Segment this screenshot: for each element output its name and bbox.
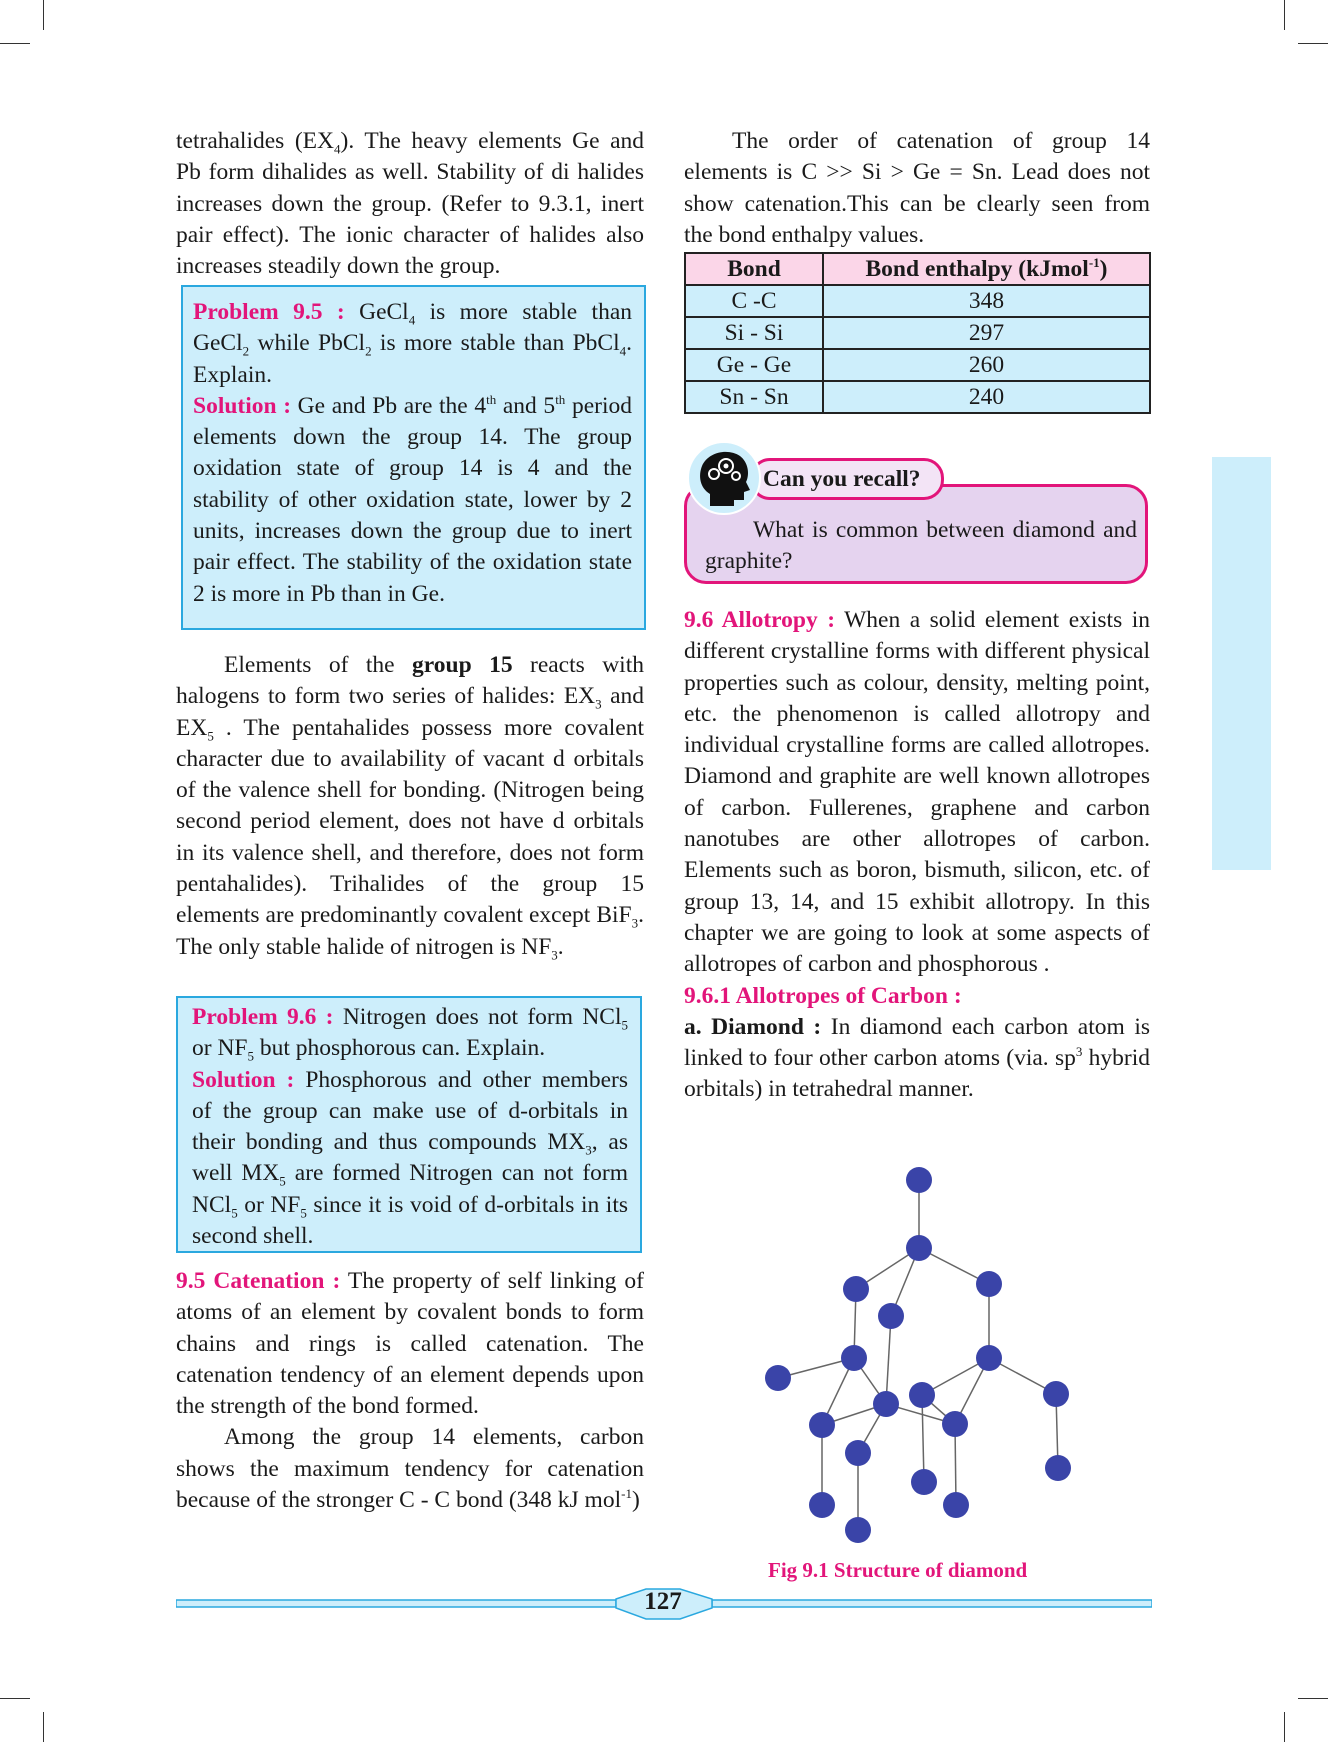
left-paragraph-2 <box>176 650 644 963</box>
text: hybrid orbitals) in tetrahedral manner. <box>684 1045 1150 1103</box>
cell-value: 297 <box>823 317 1150 349</box>
right-paragraph-2 <box>684 605 1150 1106</box>
subscript: 3 <box>585 1142 592 1158</box>
table-row <box>685 317 1150 349</box>
crop-mark <box>43 0 44 30</box>
text: ) <box>631 1487 640 1514</box>
header-enthalpy <box>823 253 1150 285</box>
crop-mark <box>1298 1698 1328 1699</box>
subscript: 3 <box>631 916 639 932</box>
carbon-atom <box>873 1391 899 1417</box>
carbon-atom <box>976 1271 1002 1297</box>
page-number: 127 <box>644 1588 682 1615</box>
carbon-atom <box>843 1276 869 1302</box>
text: What is common between diamond and graphite? <box>705 517 1137 575</box>
text: In diamond each carbon atom is linked to four other carbon atoms (via. sp <box>684 1013 1150 1072</box>
subscript: 4 <box>408 312 416 328</box>
atoms <box>765 1167 1071 1543</box>
recall-title <box>750 458 944 500</box>
carbon-atom <box>906 1235 932 1261</box>
superscript: -1 <box>1088 254 1100 270</box>
text: . The only stable halide of nitrogen is NF <box>176 902 644 960</box>
carbon-atom <box>911 1469 937 1495</box>
text: since it is void of d-orbitals in its second shell. <box>192 1191 628 1250</box>
right-paragraph-1 <box>684 126 1150 251</box>
text: or NF <box>192 1035 248 1062</box>
cell-value: 348 <box>823 285 1150 317</box>
superscript: -1 <box>621 1486 632 1502</box>
text: The property of self linking of atoms of an element by covalent bonds to form chains and rings is called catenation. The catenation tendency of an element depends upon the strength of the bond formed. <box>176 1268 644 1420</box>
text: , as well MX <box>192 1129 629 1187</box>
bold-text: group 15 <box>412 652 513 678</box>
text: reacts with halogens to form two series of halides: EX <box>176 652 644 710</box>
carbon-atom <box>909 1382 935 1408</box>
superscript: th <box>486 392 497 408</box>
crop-mark <box>1284 0 1285 30</box>
subscript: 2 <box>365 343 372 359</box>
header-bond: Bond <box>685 253 823 285</box>
subscript: 3 <box>551 947 558 963</box>
table-header-row <box>685 253 1150 285</box>
text: tetrahalides (EX <box>176 128 335 154</box>
text: and 5 <box>496 392 556 419</box>
crop-mark <box>43 1712 44 1742</box>
carbon-atom <box>845 1440 871 1466</box>
solution-label: Solution : <box>192 1066 295 1093</box>
diamond-structure-figure <box>740 1150 1100 1550</box>
crop-mark <box>0 43 30 44</box>
cell-bond: Ge - Ge <box>685 349 823 381</box>
carbon-atom <box>1043 1381 1069 1407</box>
text: Ge and Pb are the 4 <box>291 392 487 419</box>
text: When a solid element exists in different crystalline forms with different physical properties such as colour, density, melting point, etc. the phenomenon is called allotropy and individual crystalline forms are called allotropes. Diamond and graphite are well known allotropes of carbon. Fullerenes, graphene and carbon nanotubes are other allotropes of carbon. Elements such as boron, bismuth, silicon, etc. of group 13, 14, and 15 exhibit allotropy. In this chapter we are going to look at some aspects of allotropes of carbon and phosphorous . <box>684 607 1150 978</box>
bond-enthalpy-table <box>684 252 1151 414</box>
crop-mark <box>1298 43 1328 44</box>
carbon-atom <box>943 1492 969 1518</box>
subscript: 2 <box>242 343 250 359</box>
text: Phosphorous and other members of the group can make use of d-orbitals in their bonding and thus compounds MX <box>192 1066 628 1156</box>
carbon-atom <box>976 1345 1002 1371</box>
subscript: 5 <box>279 1174 286 1190</box>
text: Can you recall? <box>763 466 921 492</box>
problem-label: Problem 9.5 : <box>193 299 345 325</box>
carbon-atom <box>1045 1455 1071 1481</box>
subscript: 4 <box>619 343 627 359</box>
left-paragraph-1 <box>176 126 644 282</box>
section-heading: 9.5 Catenation : <box>176 1268 341 1294</box>
problem-label: Problem 9.6 : <box>192 1004 334 1030</box>
subscript: 5 <box>231 1205 238 1221</box>
text: . Explain. <box>193 330 632 388</box>
carbon-atom <box>845 1517 871 1543</box>
text: is more stable than GeCl <box>193 299 632 357</box>
table-row <box>685 285 1150 317</box>
superscript: th <box>555 392 566 408</box>
carbon-atom <box>942 1411 968 1437</box>
text: or NF <box>237 1191 301 1218</box>
problem-9-5-box <box>181 285 646 630</box>
carbon-atom <box>809 1492 835 1518</box>
carbon-atom <box>809 1412 835 1438</box>
bold-label: a. Diamond : <box>684 1013 822 1040</box>
text: while PbCl <box>249 330 366 357</box>
subscript: 3 <box>595 696 602 712</box>
carbon-atom <box>906 1167 932 1193</box>
cell-bond: Si - Si <box>685 317 823 349</box>
crop-mark <box>1284 1712 1285 1742</box>
table-row <box>685 381 1150 413</box>
recall-text <box>705 515 1137 578</box>
cell-value: 260 <box>823 349 1150 381</box>
text: are formed Nitrogen can not form NCl <box>192 1160 628 1218</box>
text: GeCl <box>344 299 409 325</box>
section-heading: 9.6 Allotropy : <box>684 607 836 633</box>
text: but phosphorous can. Explain. <box>254 1035 546 1062</box>
text: . <box>557 933 564 960</box>
solution-label: Solution : <box>193 392 292 419</box>
subscript: 4 <box>334 141 341 157</box>
text: ). The heavy elements Ge and Pb form dihalides as well. Stability of di halides increases down the group. (Refer to 9.3.1, inert pair effect). The ionic character of halides also increases steadily down the group. <box>176 128 645 280</box>
text: The order of catenation of group 14 elements is C >> Si > Ge = Sn. Lead does not show catenation.This can be clearly seen from the bond enthalpy values. <box>684 128 1150 248</box>
superscript: 3 <box>1075 1044 1083 1060</box>
text: period elements down the group 14. The group oxidation state of group 14 is 4 and the stability of other oxidation state, lower by 2 units, increases down the group due to inert pair effect. The stability of the oxidation state 2 is more in Pb than in Ge. <box>193 392 632 607</box>
subscript: 5 <box>621 1017 628 1033</box>
cell-value: 240 <box>823 381 1150 413</box>
text: is more stable than PbCl <box>371 330 620 357</box>
carbon-atom <box>765 1365 791 1391</box>
subsection-heading: 9.6.1 Allotropes of Carbon : <box>684 982 962 1009</box>
text: and EX <box>176 683 645 741</box>
text: . The pentahalides possess more covalent character due to availability of vacant d orbitals of the valence shell for bonding. (Nitrogen being second period element, does not have d orbitals in its valence shell, and therefore, does not form pentahalides). Trihalides of the group 15 elements are predominantly covalent except BiF <box>176 714 644 929</box>
cell-bond: Sn - Sn <box>685 381 823 413</box>
text: Nitrogen does not form NCl <box>333 1004 622 1030</box>
table-row <box>685 349 1150 381</box>
text: ) <box>1099 255 1108 282</box>
subscript: 5 <box>207 728 214 744</box>
figure-caption: Fig 9.1 Structure of diamond <box>768 1558 1028 1582</box>
thinking-head-icon <box>686 440 762 516</box>
subscript: 5 <box>247 1048 254 1064</box>
side-tab <box>1212 457 1271 870</box>
subscript: 5 <box>300 1205 307 1221</box>
text: Bond enthalpy (kJmol <box>865 255 1089 282</box>
text: Among the group 14 elements, carbon shows the maximum tendency for catenation because of the stronger C - C bond (348 kJ mol <box>176 1424 644 1514</box>
text: Elements of the <box>224 652 412 678</box>
left-paragraph-3 <box>176 1266 644 1516</box>
problem-9-6-box <box>176 996 642 1253</box>
crop-mark <box>0 1698 30 1699</box>
carbon-atom <box>841 1345 867 1371</box>
carbon-atom <box>878 1303 904 1329</box>
cell-bond: C -C <box>685 285 823 317</box>
